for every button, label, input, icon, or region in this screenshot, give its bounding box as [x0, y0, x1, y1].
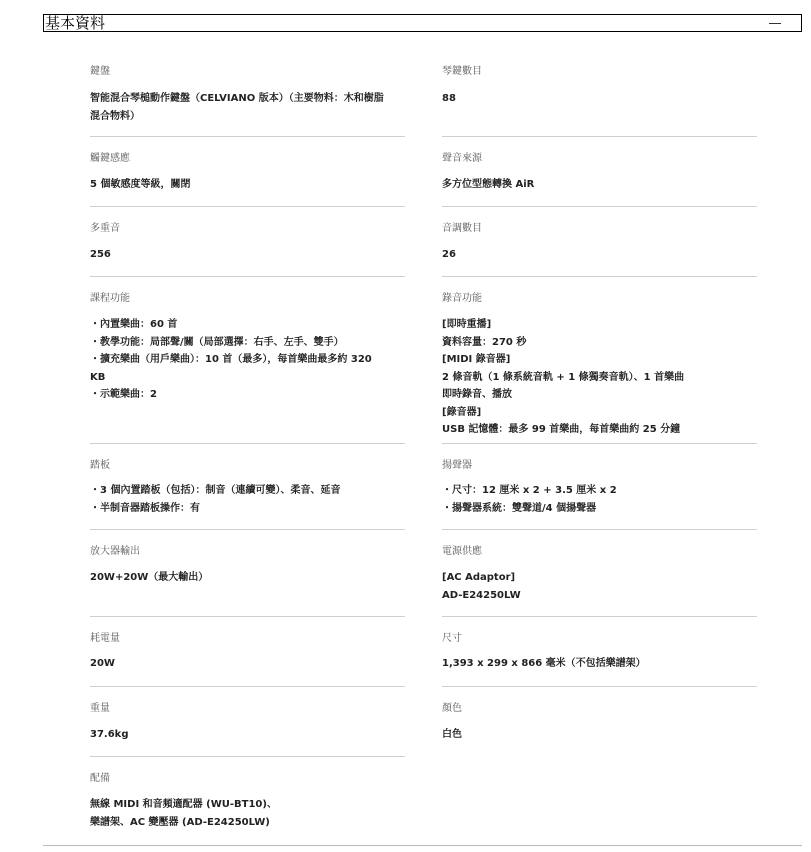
- spec-value-weight: 37.6kg: [90, 729, 129, 740]
- spec-value-accessories: 無線 MIDI 和音頻適配器 (WU-BT10)、 樂譜架、AC 變壓器 (AD-E24250LW): [90, 799, 277, 828]
- spec-label-touch-response: 觸鍵感應: [90, 153, 130, 164]
- divider: [90, 136, 405, 137]
- divider: [442, 276, 757, 277]
- spec-value-sound-source: 多方位型態轉換 AiR: [442, 179, 535, 190]
- spec-value-recording: [即時重播] 資料容量：270 秒 [MIDI 錄音器] 2 條音軌（1 條系統音軌 + 1 條獨奏音軌）、1 首樂曲 即時錄音、播放 [錄音器] USB 記憶體：最多 99 首樂曲，每首樂曲約 25 分鐘: [442, 319, 685, 435]
- divider: [90, 616, 405, 617]
- spec-label-weight: 重量: [90, 703, 110, 714]
- spec-label-recording: 錄音功能: [442, 293, 482, 304]
- bottom-divider: [43, 845, 802, 846]
- spec-label-speakers: 揚聲器: [442, 460, 472, 471]
- spec-value-touch-response: 5 個敏感度等級，關閉: [90, 179, 191, 190]
- spec-value-dimensions: 1,393 x 299 x 866 毫米（不包括樂譜架）: [442, 658, 646, 669]
- spec-label-lesson-function: 課程功能: [90, 293, 130, 304]
- spec-label-key-count: 琴鍵數目: [442, 66, 482, 77]
- spec-value-keyboard: 智能混合琴槌動作鍵盤（CELVIANO 版本）（主要物料：木和樹脂 混合物料）: [90, 93, 384, 122]
- spec-label-sound-source: 聲音來源: [442, 153, 482, 164]
- spec-label-accessories: 配備: [90, 773, 110, 784]
- spec-value-power-supply: [AC Adaptor] AD-E24250LW: [442, 572, 521, 601]
- spec-label-amplifier: 放大器輸出: [90, 546, 140, 557]
- spec-label-dimensions: 尺寸: [442, 633, 462, 644]
- divider: [442, 686, 757, 687]
- divider: [90, 756, 405, 757]
- divider: [90, 443, 405, 444]
- divider: [442, 443, 757, 444]
- divider: [90, 276, 405, 277]
- spec-label-power-consumption: 耗電量: [90, 633, 120, 644]
- section-title: 基本資料: [45, 14, 106, 32]
- divider: [442, 616, 757, 617]
- spec-value-polyphony: 256: [90, 249, 111, 260]
- spec-label-keyboard: 鍵盤: [90, 66, 110, 77]
- spec-value-color: 白色: [442, 729, 462, 740]
- spec-value-amplifier: 20W+20W（最大輸出）: [90, 572, 209, 583]
- divider: [90, 206, 405, 207]
- divider: [90, 529, 405, 530]
- minus-icon[interactable]: [769, 23, 781, 24]
- divider: [442, 136, 757, 137]
- spec-label-color: 顏色: [442, 703, 462, 714]
- spec-label-polyphony: 多重音: [90, 223, 120, 234]
- divider: [442, 529, 757, 530]
- spec-value-pedals: ・3 個內置踏板（包括）：制音（連續可變）、柔音、延音 ・半制音器踏板操作：有: [90, 485, 341, 514]
- spec-value-power-consumption: 20W: [90, 658, 115, 669]
- spec-value-key-count: 88: [442, 93, 456, 104]
- spec-value-speakers: ・尺寸：12 厘米 x 2 + 3.5 厘米 x 2 ・揚聲器系統：雙聲道/4 個揚聲器: [442, 485, 617, 514]
- divider: [90, 686, 405, 687]
- spec-label-tone-count: 音調數目: [442, 223, 482, 234]
- spec-label-pedals: 踏板: [90, 460, 110, 471]
- spec-value-lesson-function: ・內置樂曲：60 首 ・教學功能：局部聲/關（局部選擇：右手、左手、雙手） ・擴充樂曲（用戶樂曲）：10 首（最多），每首樂曲最多約 320 KB ・示範樂曲：2: [90, 319, 372, 400]
- spec-label-power-supply: 電源供應: [442, 546, 482, 557]
- spec-value-tone-count: 26: [442, 249, 456, 260]
- section-header[interactable]: [43, 14, 802, 32]
- divider: [442, 206, 757, 207]
